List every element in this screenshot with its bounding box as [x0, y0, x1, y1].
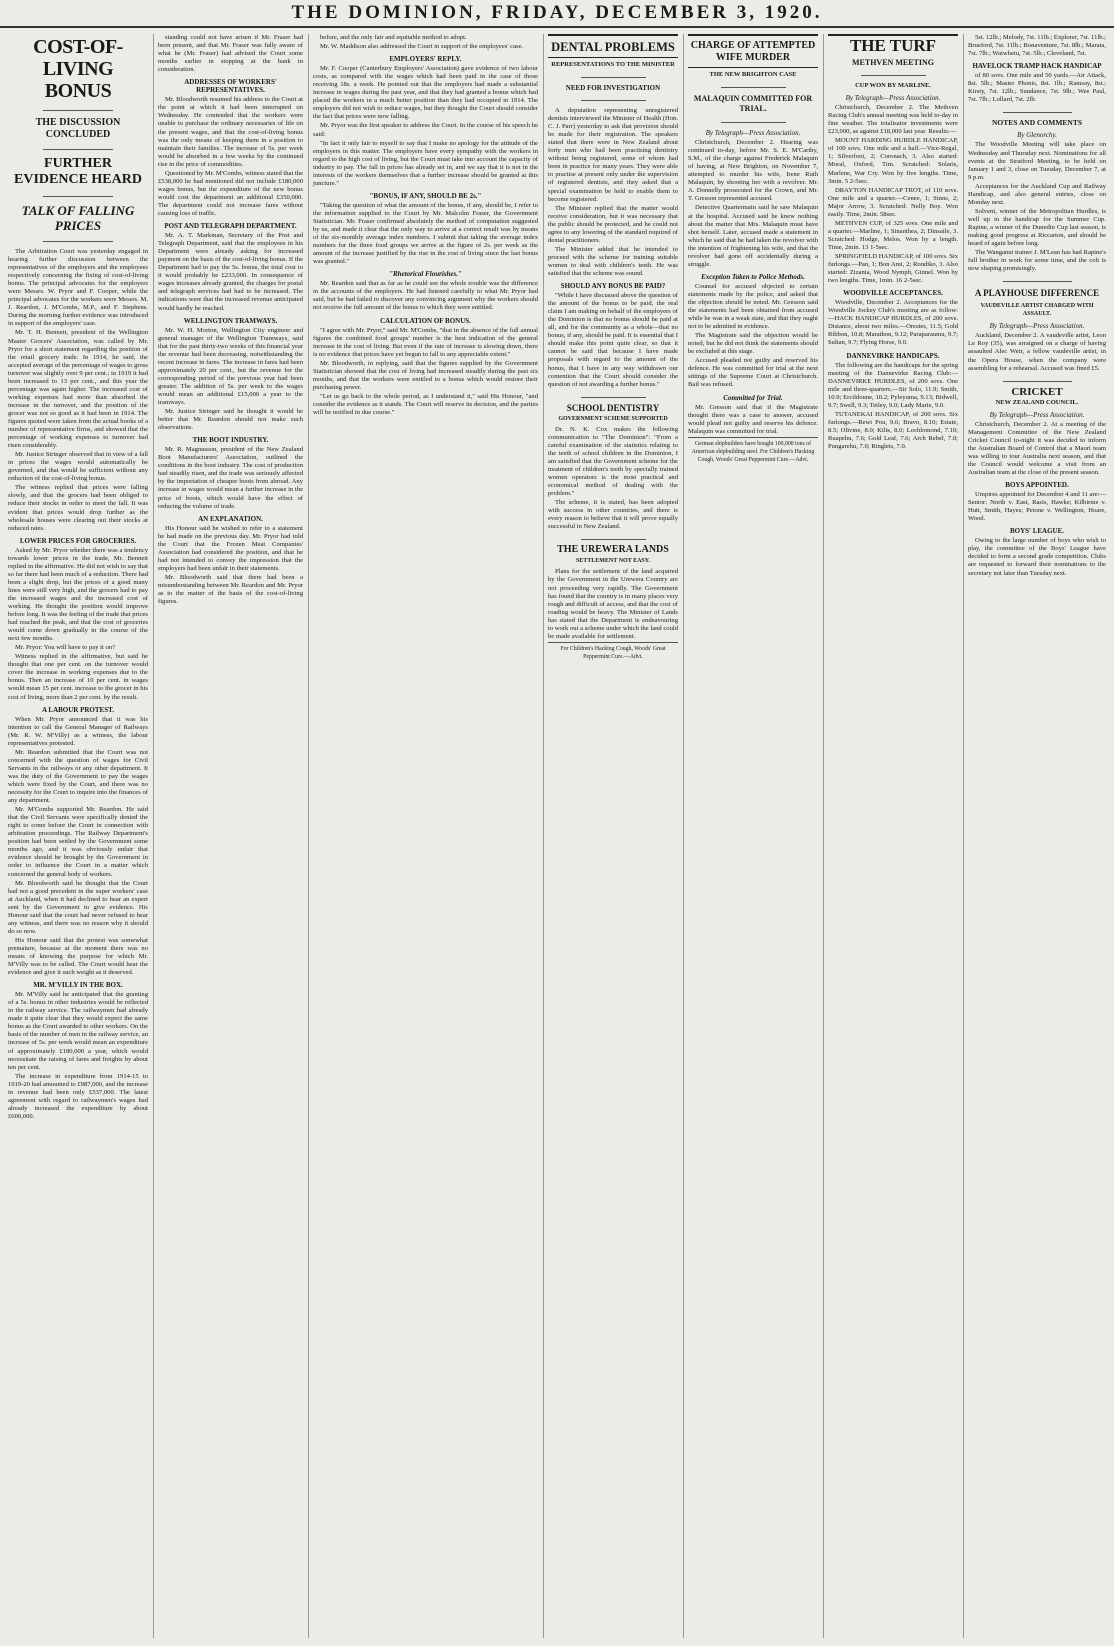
paragraph: Counsel for accused objected to certain statements made by the police, and asked that the objection should be noted. Mr. Gresson said the statements had been obtained from accused while he was in a weak state, and that they ought not to be admitted in evidence.: [688, 282, 818, 331]
section-heading: WOODVILLE ACCEPTANCES.: [843, 289, 943, 298]
headline-wife-murder: CHARGE OF ATTEMPTED WIFE MURDER: [688, 34, 818, 68]
paragraph: Mr. Reardon said that as far as he could see the whole trouble was the difference in the accounts of the employers. He had listened carefully to what Mr. Pryor had said, but he had failed to discover any convincing argument why the workers should not receive the full amount of the bonus to which they were entitled.: [313, 280, 538, 312]
paragraph: The Wanganui trainer J. M'Lean has had Rapine's full brother in work for some time, and the colt is now shaping promisingly.: [968, 249, 1106, 273]
section-heading: Exception Taken to Police Methods.: [701, 272, 805, 281]
subhead-committed: MALAQUIN COMMITTED FOR TRIAL.: [693, 94, 813, 114]
column-2: [158, 34, 303, 1638]
paragraph: Mr. Bloodworth resumed his address to the Court at the point at which it had been interrupted on Wednesday. He contended that the workers were unable to purchase the ordinary necessaries of life on the present wages, and that the cost-of-living bonus was the only means of keeping them in a position to maintain their families. The increase of 5s. per week would be absorbed in a few weeks by the continued rise in the price of commodities.: [158, 96, 303, 168]
section-heading: Committed for Trial.: [723, 393, 783, 402]
paragraph: Mr. Bloodworth said he thought that the Court had not a good precedent in the super workers' case at Auckland, when it had declined to hear an expert sent by the Government to give evidence. His Honour said that the court had never refused to hear any witness, and there was no reason why it should do so now.: [8, 879, 148, 935]
paragraph: Mr. Justice Stringer said he thought it would be better that Mr. Reardon should not make such observations.: [158, 408, 303, 432]
byline: By Telegraph—Press Association.: [989, 322, 1085, 331]
paragraph: Questioned by Mr. M'Combs, witness stated that the £538,000 he had mentioned did not include £180,000 wages bonus, but the expenditure of the new bonus would cost the department an additional £350,000. The department could not increase fares without causing loss of traffic.: [158, 169, 303, 217]
headline-cricket: CRICKET: [1011, 385, 1063, 398]
advertisement: For Children's Hacking Cough, Woods' Great Peppermint Cure.—Advt.: [548, 642, 678, 661]
paragraph: The Arbitration Court was yesterday engaged in hearing further discussion between the representatives of the employers and the employees respectively concerning the fixing of cost-of-living bonus. The principal advocates for the employers were Messrs. W. Pryor and F. Cooper, while the principal advocates for the workers were Messrs. M. J. Reardon, J. M'Combs, M.P., and F. Stephens. During the morning further evidence was introduced in support of the employers' case.: [8, 248, 148, 328]
headline-urewera: THE UREWERA LANDS: [557, 544, 669, 556]
paragraph: Owing to the large number of boys who wish to play, the committee of the Boys' League have decided to form a second grade competition. Clubs are requested to forward their nominations to the secretary not later than Tuesday next.: [968, 537, 1106, 577]
section-heading: "Rhetorical Flourishes.": [389, 270, 462, 279]
paragraph: Mr. R. Magnusson, president of the New Zealand Boot Manufacturers' Association, outlined the conditions in the boot industry. The cost of production had steadily risen, and the trade was seriously affected by the importation of cheaper boots from abroad. Any increase in wages would mean a further increase in the price of boots, which would have the effect of reducing the volume of trade.: [158, 446, 303, 510]
headline-playhouse: A PLAYHOUSE DIFFERENCE: [974, 288, 1100, 299]
paragraph: Christchurch, December 2. Hearing was continued to-day, before Mr. S. E. M'Carthy, S.M., of the charge against Frederick Malaquin of having, at New Brighton, on November 7, attempted to murder his wife, Irene Ruth Malaquin, by shooting her with a revolver. Mr. A. Donnelly prosecuted for the Crown, and Mr. T. Gresson represented accused.: [688, 139, 818, 203]
column-rule: [823, 34, 824, 1638]
subhead-evidence: FURTHER EVIDENCE HEARD: [14, 156, 142, 187]
paragraph: Asked by Mr. Pryor whether there was a tendency towards lower prices in the trade, Mr. Bennett replied in the affirmative. He did not wish to say that so far there had been much of a reduction. There had been a slight drop, but the prices of a good many lines were still very high, and the grocers had to pay the increased wages and the increased cost of working. He thought the position would improve before long. It was the feeling of the trade that prices had reached the peak, and that the cost of groceries would come down gradually in the course of the next few months.: [8, 546, 148, 643]
paragraph: Mr. T. H. Bennett, president of the Wellington Master Grocers' Association, was called by Mr. Pryor for a short statement regarding the position of the retail grocery trade. In 1914, he said, the accepted average of the percentage of wages to gross turnover was slightly over 9 per cent.; in 1919 it had been increased to 13 per cent., and this year the percentage was again higher. The increased cost of working expenses had more than absorbed the increase in the turnover, and the position of the grocer was not so good as it had been in 1914. The figures quoted were taken from the actual books of a number of representative firms, and showed that the percentage of working expenses to turnover had risen considerably.: [8, 329, 148, 450]
advertisement: German shipbuilders have bought 100,000 tons of American shipbuilding steel. For Children's Hacking Cough, Woods' Great Peppermint Cure.—Advt.: [688, 437, 818, 464]
paragraph: "In fact it only fair to myself to say that I make no apology for the attitude of the employers in this matter. The employers have every sympathy with the workers in regard to the high cost of living, but the Court must take into account the capacity of industry to pay. The fall in prices has already set in, and we say that it is not in the interests of the workers themselves that a further increase should be granted at this juncture.": [313, 139, 538, 187]
subhead-discussion: THE DISCUSSION CONCLUDED: [35, 117, 121, 140]
section-heading: WELLINGTON TRAMWAYS.: [183, 316, 278, 325]
paragraph: Mr. Reardon submitted that the Court was not concerned with the question of wages for Civil Servants in the railways or any other department. It was the duty of the Government to pay the wages which were fixed by the Court, and there was no necessity for the Court to inquire into the finances of any department.: [8, 748, 148, 805]
paragraph: MOUNT HARDING HURDLE HANDICAP, of 100 sovs. One mile and a half.—Vice-Regal, 1; Silverfoot, 2; Coronach, 3. Also started: Moral, Oxford, Tim. Scratched: Solaris, Marlene, War Cry. Won by five lengths. Time, 3min. 5 2-5sec.: [828, 137, 958, 185]
paragraph: "I agree with Mr. Pryor," said Mr. M'Combs, "that in the absence of the full annual figures the combined food groups' number is the best indication of the general increase in the cost of living. But even if the rate of increase is slowing down, there is no evidence that prices have yet begun to fall to any appreciable extent.": [313, 326, 538, 358]
byline: By Telegraph—Press Association.: [705, 129, 801, 138]
paragraph: The scheme, it is stated, has been adopted with success in other countries, and there is every reason to believe that it will prove equally successful in New Zealand.: [548, 499, 678, 531]
paragraph: His Honour said that the protest was somewhat premature, because at the moment there was no means of knowing the purpose for which Mr. M'Villy was to be called. The Court would hear the evidence and give it such weight as it deserved.: [8, 936, 148, 977]
paragraph: 5st. 12lb.; Melody, 7st. 11lb.; Explorer, 7st. 11lb.; Brueford, 7st. 11lb.; Bonaventure, 7st. 8lb.; Marata, 7st. 7lb.; Waiwhetu, 7st. 5lb.; Cleveland, 7st.: [968, 34, 1106, 58]
paragraph: Mr. Pryor was the first speaker to address the Court. In the course of his speech he said:: [313, 122, 538, 138]
paragraph: DRAYTON HANDICAP TROT, of 110 sovs. One mile and a quarter.—Cenee, 1; Sinns, 2; Major Arrow, 3. Scratched: Nelly Boy. Won easily. Time, 2min. 58sec.: [828, 186, 958, 218]
paragraph: Mr. W. H. Morton, Wellington City engineer and general manager of the Wellington Tramways, said that for the past thirty-two weeks of this financial year the revenue had been decreasing, notwithstanding the recent increase in fares. The increase in fares had been approximately 20 per cent., but the revenue for the corresponding period of the previous year had been greater. The addition of 5s. per week to the wages would mean an additional £15,000 a year to the tramways.: [158, 326, 303, 407]
paragraph: Acceptances for the Auckland Cup and Railway Handicap, and also general entries, close on Monday next.: [968, 182, 1106, 206]
column-rule: [963, 34, 964, 1638]
paragraph: When Mr. Pryor announced that it was his intention to call the General Manager of Railways (Mr. R. W. M'Villy) as a witness, the labour representatives protested.: [8, 715, 148, 747]
section-heading: CALCULATION OF BONUS.: [380, 316, 471, 325]
byline: By Telegraph—Press Association.: [989, 410, 1085, 419]
column-rule: [543, 34, 544, 1638]
headline-cost-of-living: COST-OF-LIVING BONUS: [33, 36, 123, 102]
column-rule: [308, 34, 309, 1638]
paragraph: The Minister added that he intended to proceed with the scheme for training suitable women to deal with children's teeth. He was satisfied that the scheme was sound.: [548, 245, 678, 277]
paragraph: The Woodville Meeting will take place on Wednesday and Thursday next. Nominations for all events at the Stratford Meeting, to be held on January 1 and 3, close on Tuesday, December 7, at 9 p.m.: [968, 141, 1106, 181]
subhead-vaudeville: VAUDEVILLE ARTIST CHARGED WITH ASSAULT.: [980, 303, 1094, 318]
paragraph: "While I have discussed above the question of the amount of the bonus to be paid, the real claim I am making on behalf of the employers of the Dominion is that no bonus should be paid at all, and for the community as a whole—that no bonus, if any, should be paid. It is essential that I should make this point quite clear, so that it cannot be said that because I have made proposals with regard to the amount of the bonus, that I have in any way withdrawn our contention that the Court should consider the question of not awarding a further bonus.": [548, 292, 678, 388]
paragraph: Mr. Justice Stringer observed that in view of a fall in prices the wages would automatically be governed, and that would be sufficient without any reduction of the cost-of-living bonus.: [8, 451, 148, 483]
section-heading: ADDRESSES OF WORKERS' REPRESENTATIVES.: [184, 78, 277, 95]
paragraph: The Magistrate said the objection would be noted, but he did not think the statements should be excluded at this stage.: [688, 332, 818, 356]
paragraph: Mr. Gresson said that if the Magistrate thought there was a case to answer, accused would plead not guilty and reserve his defence. Malaquin was committed for trial.: [688, 403, 818, 435]
paragraph: The following are the handicaps for the spring meeting of the Dannevirke Racing Club:—DANNEVIRKE HURDLES, of 200 sovs. One mile and three-quarters.—Sir Solo, 11.9; Smith, 10.9; Ercildoune, 10.2; Pyleyuma, 9.13; Bidwell, 9.7; Swell, 9.3; Tetley, 9.0; Lady Marie, 9.0.: [828, 361, 958, 409]
paragraph: Christchurch, December 2. The Methven Racing Club's annual meeting was held to-day in fine weather. The totalisator investments were £23,000, as against £18,000 last year. Results:—: [828, 104, 958, 136]
subhead-prices: TALK OF FALLING PRICES: [21, 203, 135, 233]
paragraph: Detective Quartermain said he saw Malaquin at the hospital. Accused said he knew nothing about the matter that Mrs. Malaquin must have shot herself. Later, accused made a statement in which he said that he had taken the revolver with the intention of frightening his wife, and that the revolver had gone off accidentally during a struggle.: [688, 204, 818, 268]
column-7: [968, 34, 1106, 1638]
section-heading: BOYS' LEAGUE.: [1009, 527, 1065, 536]
byline: By Telegraph—Press Association.: [845, 94, 941, 103]
headline-dental: DENTAL PROBLEMS: [548, 34, 678, 58]
section-heading: A LABOUR PROTEST.: [41, 705, 115, 714]
paragraph: Woodville, December 2. Acceptances for the Woodville Jockey Club's meeting are as follow:—HACK HANDICAP HURDLES, of 200 sovs. Distance, about two miles.—Orestes, 11.5; Gold Ribbon, 10.8; Marathon, 9.12; Paraparaumu, 9.7; Sultan, 9.7; Flying Horse, 9.0.: [828, 299, 958, 347]
paragraph: Mr. M'Combs supported Mr. Reardon. He said that the Civil Servants were specifically denied the right to come before the Court in connection with arbitration proceedings. The Railway Department's position had been settled by the Government some months ago, and it was obviously unfair that evidence should be brought by the Government in order to influence the Court in a matter which concerned the general body of workers.: [8, 806, 148, 878]
headline-turf: THE TURF: [828, 34, 958, 56]
paragraph: TUTANEKAI HANDICAP, of 200 sovs. Six furlongs.—Rewi Pou, 9.6; Bravo, 8.10; Estate, 8.5; Olivine, 8.0; Kilts, 8.0; Lochlomond, 7.10; Ruapehu, 7.6; Gold Leaf, 7.6; Arch Rebel, 7.0; Pungarehu, 7.0; Ringlets, 7.0.: [828, 410, 958, 451]
byline: By Glenorchy.: [1017, 131, 1057, 140]
paragraph: Dr. N. K. Cox makes the following communication to "The Dominion": "From a careful examination of the statistics relating to the teeth of school children in the Dominion, I am satisfied that the Government scheme for the treatment of children's teeth by specially trained women operators is the most practical and economical method of dealing with the problem.": [548, 425, 678, 498]
subhead-methven: METHVEN MEETING: [851, 58, 934, 67]
paragraph: Mr. F. Cooper (Canterbury Employers' Association) gave evidence of two labour costs, as compared with the wages which had been paid in the case of those receiving 18s. a week. He pointed out that the employers had made a substantial increase in wages during the past year, and that they had granted a bonus which had placed the workers in a much better position than they had occupied in 1914. The employers did not wish to reduce wages, but they thought the Court should consider the fact that prices were now falling.: [313, 65, 538, 121]
paragraph: SPRINGFIELD HANDICAP, of 100 sovs. Six furlongs.—Pan, 1; Bon Ami, 2; Rondiko, 3. Also started: Zizania, Wood Nymph, Ginnel. Won by two lengths. Time, 1min. 16 2-5sec.: [828, 252, 958, 285]
headline-notes: NOTES AND COMMENTS: [991, 118, 1082, 128]
column-4: [548, 34, 678, 1638]
section-heading: AN EXPLANATION.: [198, 514, 263, 523]
paragraph: Mr. A. T. Markman, Secretary of the Post and Telegraph Department, said that the employees in his Department were already asking for increased payment on the basis of the cost-of-living bonus. If the Department had to pay the 5s. bonus, the total cost to it would probably be £233,000. In consequence of wages increases already granted, the charges for postal and telegraph services had had to be increased. The indications were that the increased revenue anticipated would hardly be reached.: [158, 232, 303, 312]
subhead-new-brighton: THE NEW BRIGHTON CASE: [709, 71, 797, 78]
subhead-nz-council: NEW ZEALAND COUNCIL.: [995, 398, 1079, 406]
paragraph: Accused pleaded not guilty and reserved his defence. He was committed for trial at the next sittings of the Supreme Court at Christchurch. Bail was refused.: [688, 357, 818, 389]
paragraph: Witness replied in the affirmative, but said he thought that one per cent. on the turnover would cover the increase in working expenses due to the bonus. Then an increase of 10 per cent. in wages would mean 15 per cent. increase to the grocer in his cost of living, more than 2 per cent. by the result.: [8, 653, 148, 701]
section-heading: SHOULD ANY BONUS BE PAID?: [560, 282, 666, 291]
paragraph: Mr. Bloodworth, in replying, said that the figures supplied by the Government Statistician showed that the cost of living had increased steadily during the past six months, and that the workers were entitled to a bonus which would restore their purchasing power.: [313, 359, 538, 391]
section-heading: MR. M'VILLY IN THE BOX.: [33, 981, 123, 990]
paragraph: Mr. M'Villy said he anticipated that the granting of a 5s. bonus in other industries would be reflected in the railway service. The railwaymen had already made it quite clear that they would expect the same bonus as the Court awarded to other workers. On the basis of the number of men in the railway service, an increase of 5s. per week would mean an expenditure of approximately £180,000 a year, which would necessitate the raising of fares and freights by about ten per cent.: [8, 991, 148, 1071]
column-6: [828, 34, 958, 1638]
paragraph: of 80 sovs. One mile and 50 yards.—Air Attack, 8st. 5lb.; Master Phonis, 8st. 1lb.; Ramsay, 8st.; Kirsty, 7st. 12lb.; Sundance, 7st. 9lb.; Wee Paul, 7st. 7lb.; Lollard, 7st. 2lb.: [968, 72, 1106, 104]
section-heading: EMPLOYERS' REPLY.: [389, 55, 462, 64]
paragraph: "Let us go back to the whole period, as I understand it," said His Honour, "and consider the evidence as it stands. The Court will reserve its decision, and the parties will be notified in due course.": [313, 392, 538, 417]
paragraph: METHVEN CUP, of 325 sovs. One mile and a quarter.—Marline, 1; Sinanthea, 2; Dinsaile, 3. Scratched: Hodge, Melos. Won by a length. Time, 2min. 13 1-5sec.: [828, 219, 958, 251]
paragraph: "Taking the question of what the amount of the bonus, if any, should be, I refer to the information supplied to the Court by Mr. Malcolm Fraser, the Government Statistician. Mr. Fraser confirmed absolutely the method of computation suggested by us, and made it clear that the only way to arrive at a correct result was by means of the six-monthly average index numbers. I submit that taking the average index numbers for the three food groups we arrive at the figure of 2s. per week as the amount of the increase justified by the rise in the cost of living since the last bonus was granted.": [313, 201, 538, 266]
paragraph: A deputation representing unregistered dentists interviewed the Minister of Health (Hon. C. J. Parr) yesterday to ask that provision should be made for their registration. The speakers stated that there were in New Zealand about forty men who had been practising dentistry without being registered, some of whom had been in practice for many years. They were able to practise at present only under the supervision of registered dentists, and they asked that a special examination be held to enable them to become registered.: [548, 107, 678, 203]
masthead: THE DOMINION, FRIDAY, DECEMBER 3, 1920.: [0, 0, 1114, 28]
headline-school-dentistry: SCHOOL DENTISTRY: [566, 402, 660, 413]
paragraph: His Honour said he wished to refer to a statement he had made on the previous day. Mr. Pryor had told the Court that the Frozen Meat Companies' Association had considered the position, and that he had not intended to convey the impression that the employers had been unfair in their statements.: [158, 524, 303, 572]
section-heading: POST AND TELEGRAPH DEPARTMENT.: [164, 222, 297, 231]
section-heading: THE BOOT INDUSTRY.: [192, 436, 269, 445]
column-3: [313, 34, 538, 1638]
paragraph: Mr. W. Maddison also addressed the Court in support of the employees' case.: [320, 43, 524, 51]
paragraph: Plans for the settlement of the land acquired by the Government in the Urewera Country are not proceeding very rapidly. The Government has found that the country is in many places very rough and difficult of access, and that the cost of roading would be heavy. The Minister of Lands has stated that the Department is endeavouring to work out a scheme under which the land could be made available for settlement.: [548, 568, 678, 640]
column-rule: [683, 34, 684, 1638]
section-heading: HAVELOCK TRAMP HACK HANDICAP: [972, 62, 1102, 71]
paragraph: Mr. Pryor: You will have to pay it on?: [15, 644, 116, 652]
column-1: [8, 34, 148, 1638]
section-heading: DANNEVIRKE HANDICAPS.: [846, 351, 940, 360]
subhead-minister: REPRESENTATIONS TO THE MINISTER: [551, 61, 675, 68]
section-heading: "BONUS, IF ANY, SHOULD BE 2s.": [369, 191, 482, 200]
subhead-government-scheme: GOVERNMENT SCHEME SUPPORTED: [558, 415, 668, 422]
paragraph: The Minister replied that the matter would receive consideration, but it was necessary that the public should be protected, and he could not agree to any lowering of the standard required of dental practitioners.: [548, 204, 678, 244]
paragraph: before, and the only fair and equitable method to adopt.: [320, 34, 467, 41]
subhead-cup: CUP WON BY MARLINE.: [855, 82, 931, 90]
column-5: [688, 34, 818, 1638]
paragraph: Christchurch, December 2. At a meeting of the Management Committee of the New Zealand Cricket Council to-night it was decided to inform the Australian Board of Control that a Maori team was willing to tour Australia next season, and that the Council would welcome a visit from an Australian team at the close of the present season.: [968, 420, 1106, 477]
paragraph: Solvent, winner of the Metropolitan Hurdles, is well up in the handicap for the Summer Cup. Rapine, a winner of the Dunedin Cup last season, is making good progress at Riccarton, and should be heard of again before long.: [968, 207, 1106, 248]
paragraph: standing could not have arisen if Mr. Fraser had been present, and that Mr. Fraser was fully aware of what he (Mr. Fraser) had advised the Court some months earlier in stopping at the bank in consideration.: [158, 34, 303, 74]
paragraph: Auckland, December 2. A vaudeville artist, Leon Le Roy (35), was arraigned on a charge of having assaulted Alec Weir, a fellow vaudeville artist, in the Opera House, when the company were assembling for a rehearsal. Accused was fined £5.: [968, 332, 1106, 372]
column-rule: [153, 34, 154, 1638]
subhead-settlement: SETTLEMENT NOT EASY.: [575, 558, 651, 565]
paragraph: The witness replied that prices were falling slowly, and that the grocers had been obliged to reduce their stocks in order to meet the fall. It was evident that prices would drop further as the wholesale houses were clearing out their stocks at reduced rates.: [8, 484, 148, 532]
paragraph: Umpires appointed for December 4 and 11 are:—Senior: North v. East, Rasis, Hawke; Kilbirnie v. Hutt, Smith, Hayes; Petone v. Wellington, Hoare, Wood.: [968, 491, 1106, 523]
paragraph: Mr. Bloodworth said that there had been a misunderstanding between Mr. Reardon and Mr. Pryor as to the matter of the basis of the cost-of-living figures.: [158, 573, 303, 606]
section-heading: BOYS APPOINTED.: [1005, 481, 1069, 490]
paragraph: The increase in expenditure from 1914-15 to 1919-20 had amounted to £987,000, and the increase in revenue had been only £537,000. The latest agreement with regard to railwaymen's wages had already increased the expenditure by about £600,000.: [8, 1072, 148, 1120]
section-heading: LOWER PRICES FOR GROCERIES.: [19, 536, 137, 545]
subhead-investigation: NEED FOR INVESTIGATION: [565, 84, 661, 92]
